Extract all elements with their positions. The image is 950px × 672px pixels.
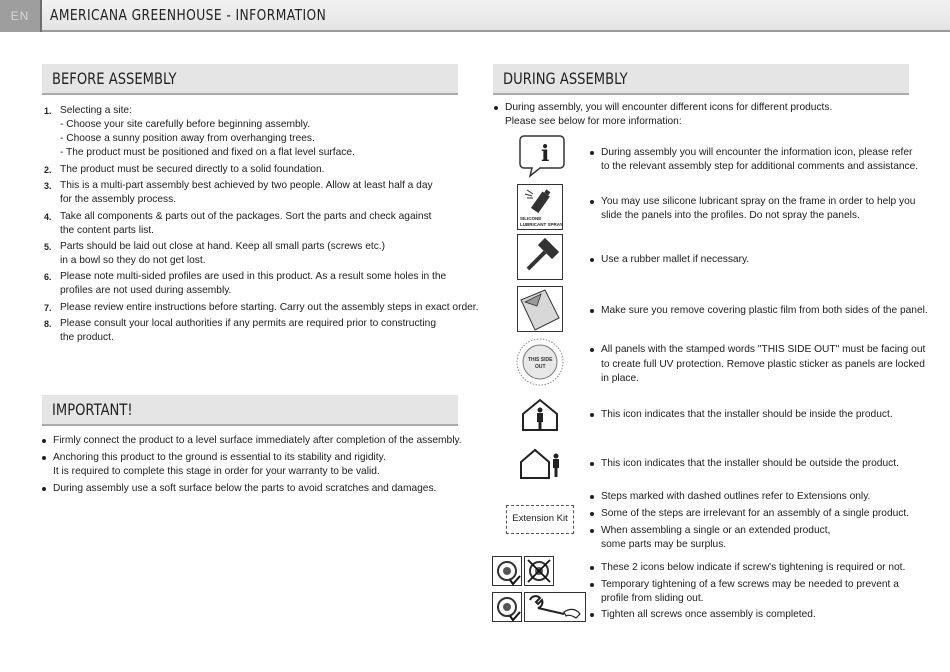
- extension-kit-icon: Extension Kit: [506, 505, 574, 534]
- language-tab[interactable]: EN: [0, 0, 42, 32]
- item-text: Please consult your local authorities if any permits are required prior to constructing: [60, 318, 436, 329]
- item-text: - Choose a sunny position away from overhanging trees.: [60, 133, 315, 144]
- item-number: 3.: [44, 181, 52, 191]
- info-symbol: i: [541, 141, 550, 167]
- item-number: 2.: [44, 165, 52, 175]
- icon-description: You may use silicone lubricant spray on the frame in order to help you: [601, 196, 916, 207]
- item-text: - Choose your site carefully before beginning assembly.: [60, 119, 311, 130]
- important-title: IMPORTANT!: [52, 400, 133, 419]
- side-out-label: OUT: [535, 364, 546, 370]
- item-number: 1.: [44, 106, 52, 116]
- icon-description: This icon indicates that the installer should be inside the product.: [601, 409, 893, 420]
- icon-description: During assembly you will encounter the information icon, please refer: [601, 147, 913, 158]
- icon-description: to the relevant assembly step for additional comments and assistance.: [601, 161, 919, 172]
- icon-description: Steps marked with dashed outlines refer to Extensions only.: [601, 491, 871, 502]
- intro-text: Please see below for more information:: [505, 116, 682, 127]
- list-item: Anchoring this product to the ground is essential to its stability and rigidity.: [53, 452, 386, 463]
- icon-description: profile from sliding out.: [601, 593, 704, 604]
- important-header: [42, 395, 458, 426]
- screw-tightening-required-icon: [492, 556, 522, 586]
- silicone-label: LUBRICANT SPRAY: [520, 222, 563, 227]
- icon-description: These 2 icons below indicate if screw's tightening is required or not.: [601, 562, 906, 573]
- list-item-continuation: It is required to complete this stage in order for your warranty to be valid.: [53, 466, 380, 477]
- installer-inside-icon: [520, 398, 560, 432]
- before-assembly-title: BEFORE ASSEMBLY: [52, 69, 177, 88]
- icon-description: Some of the steps are irrelevant for an assembly of a single product.: [601, 508, 910, 519]
- side-out-label: THIS SIDE: [528, 357, 553, 363]
- item-text: This is a multi-part assembly best achieved by two people. Allow at least half a day: [60, 180, 433, 191]
- during-assembly-title: DURING ASSEMBLY: [503, 69, 628, 88]
- item-text: Please note multi-sided profiles are used in this product. As a result some holes in the: [60, 271, 447, 282]
- item-text: Please review entire instructions before starting. Carry out the assembly steps in exact order.: [60, 302, 479, 313]
- list-item: Firmly connect the product to a level surface immediately after completion of the assembly.: [53, 435, 462, 446]
- screw-tightening-not-required-icon: [524, 556, 554, 586]
- icon-description: Make sure you remove covering plastic film from both sides of the panel.: [601, 305, 928, 316]
- item-text: Parts should be laid out close at hand. Keep all small parts (screws etc.): [60, 241, 386, 252]
- top-bar: [0, 0, 950, 32]
- icon-description: Temporary tightening of a few screws may be needed to prevent a: [601, 579, 899, 590]
- list-item: During assembly use a soft surface below the parts to avoid scratches and damages.: [53, 483, 437, 494]
- item-number: 4.: [44, 212, 52, 222]
- icon-description: slide the panels into the profiles. Do not spray the panels.: [601, 210, 860, 221]
- item-number: 7.: [44, 303, 52, 313]
- icon-description: Tighten all screws once assembly is completed.: [601, 609, 816, 620]
- item-text: - The product must be positioned and fixed on a flat level surface.: [60, 147, 355, 158]
- icon-description: This icon indicates that the installer should be outside the product.: [601, 458, 899, 469]
- item-number: 8.: [44, 319, 52, 329]
- during-assembly-header: [493, 64, 909, 95]
- item-text: the product.: [60, 332, 114, 343]
- silicone-label: SILICONE: [520, 216, 542, 221]
- icon-description: in place.: [601, 373, 639, 384]
- item-text: the content parts list.: [60, 225, 155, 236]
- icon-description: to create full UV protection. Remove plastic sticker as panels are locked: [601, 359, 925, 370]
- item-text: in a bowl so they do not get lost.: [60, 255, 206, 266]
- icon-description: When assembling a single or an extended product,: [601, 525, 831, 536]
- item-number: 5.: [44, 242, 52, 252]
- screw-icon: [492, 592, 522, 622]
- wrench-icon: [524, 592, 586, 622]
- icon-description: All panels with the stamped words "THIS SIDE OUT" must be facing out: [601, 344, 926, 355]
- silicone-spray-icon: [517, 184, 563, 230]
- info-icon: [518, 134, 566, 178]
- rubber-mallet-icon: [517, 234, 563, 280]
- item-text: The product must be secured directly to a solid foundation.: [60, 164, 325, 175]
- before-assembly-header: [42, 64, 458, 95]
- item-number: 6.: [44, 272, 52, 282]
- plastic-film-icon: [517, 286, 563, 332]
- item-text: Take all components & parts out of the packages. Sort the parts and check against: [60, 211, 432, 222]
- icon-description: Use a rubber mallet if necessary.: [601, 254, 750, 265]
- item-text: profiles are not used during assembly.: [60, 285, 232, 296]
- item-text: for the assembly process.: [60, 194, 177, 205]
- page-title: AMERICANA GREENHOUSE - INFORMATION: [50, 6, 327, 24]
- installer-outside-icon: [518, 446, 564, 480]
- this-side-out-icon: [516, 338, 564, 386]
- intro-text: During assembly, you will encounter different icons for different products.: [505, 102, 833, 113]
- item-text: Selecting a site:: [60, 105, 132, 116]
- icon-description: some parts may be surplus.: [601, 539, 727, 550]
